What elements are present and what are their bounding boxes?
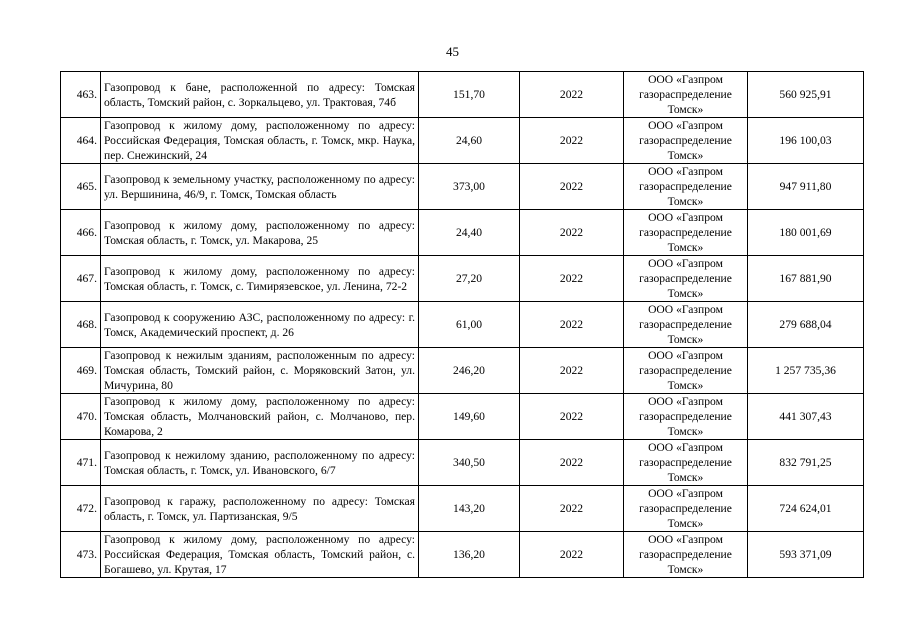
commission-year: 2022 <box>520 532 624 578</box>
object-name: Газопровод к нежилому зданию, расположенному по адресу: Томская область, г. Томск, ул. Ивановского, 6/7 <box>101 440 419 486</box>
table-row <box>61 210 864 256</box>
owner-organization: ООО «Газпром газораспределение Томск» <box>624 256 748 302</box>
registry-table <box>60 71 864 578</box>
object-cost: 724 624,01 <box>748 486 864 532</box>
object-name: Газопровод к жилому дому, расположенному по адресу: Томская область, г. Томск, с. Тимирязевское, ул. Ленина, 72-2 <box>101 256 419 302</box>
table-row <box>61 72 864 118</box>
row-number: 464. <box>61 118 101 164</box>
object-name: Газопровод к жилому дому, расположенному по адресу: Томская область, г. Томск, ул. Макарова, 25 <box>101 210 419 256</box>
commission-year: 2022 <box>520 486 624 532</box>
object-name: Газопровод к сооружению АЗС, расположенному по адресу: г. Томск, Академический проспект, д. 26 <box>101 302 419 348</box>
object-name: Газопровод к бане, расположенной по адресу: Томская область, Томский район, с. Зоркальцево, ул. Трактовая, 74б <box>101 72 419 118</box>
pipeline-length: 143,20 <box>419 486 520 532</box>
object-cost: 832 791,25 <box>748 440 864 486</box>
object-name: Газопровод к нежилым зданиям, расположенным по адресу: Томская область, Томский район, с. Моряковский Затон, ул. Мичурина, 80 <box>101 348 419 394</box>
row-number: 469. <box>61 348 101 394</box>
row-number: 463. <box>61 72 101 118</box>
row-number: 465. <box>61 164 101 210</box>
object-cost: 947 911,80 <box>748 164 864 210</box>
table-row <box>61 394 864 440</box>
page-number: 45 <box>446 44 459 59</box>
table-row <box>61 256 864 302</box>
pipeline-length: 246,20 <box>419 348 520 394</box>
table-row <box>61 164 864 210</box>
commission-year: 2022 <box>520 210 624 256</box>
owner-organization: ООО «Газпром газораспределение Томск» <box>624 164 748 210</box>
table-body <box>61 72 864 578</box>
commission-year: 2022 <box>520 440 624 486</box>
owner-organization: ООО «Газпром газораспределение Томск» <box>624 394 748 440</box>
table-row <box>61 532 864 578</box>
object-name: Газопровод к жилому дому, расположенному по адресу: Томская область, Молчановский район, с. Молчаново, пер. Комарова, 2 <box>101 394 419 440</box>
table-row <box>61 302 864 348</box>
pipeline-length: 24,60 <box>419 118 520 164</box>
owner-organization: ООО «Газпром газораспределение Томск» <box>624 440 748 486</box>
pipeline-length: 151,70 <box>419 72 520 118</box>
row-number: 467. <box>61 256 101 302</box>
object-cost: 560 925,91 <box>748 72 864 118</box>
row-number: 466. <box>61 210 101 256</box>
owner-organization: ООО «Газпром газораспределение Томск» <box>624 302 748 348</box>
pipeline-length: 24,40 <box>419 210 520 256</box>
commission-year: 2022 <box>520 302 624 348</box>
owner-organization: ООО «Газпром газораспределение Томск» <box>624 72 748 118</box>
object-cost: 1 257 735,36 <box>748 348 864 394</box>
commission-year: 2022 <box>520 348 624 394</box>
object-cost: 167 881,90 <box>748 256 864 302</box>
object-name: Газопровод к жилому дому, расположенному по адресу: Российская Федерация, Томская область, Томский район, с. Богашево, ул. Крутая, 17 <box>101 532 419 578</box>
object-cost: 441 307,43 <box>748 394 864 440</box>
commission-year: 2022 <box>520 72 624 118</box>
row-number: 470. <box>61 394 101 440</box>
object-cost: 279 688,04 <box>748 302 864 348</box>
object-cost: 196 100,03 <box>748 118 864 164</box>
row-number: 473. <box>61 532 101 578</box>
pipeline-length: 61,00 <box>419 302 520 348</box>
commission-year: 2022 <box>520 256 624 302</box>
commission-year: 2022 <box>520 164 624 210</box>
pipeline-length: 136,20 <box>419 532 520 578</box>
row-number: 472. <box>61 486 101 532</box>
object-name: Газопровод к жилому дому, расположенному по адресу: Российская Федерация, Томская область, г. Томск, мкр. Наука, пер. Снежинский, 24 <box>101 118 419 164</box>
table-row <box>61 118 864 164</box>
object-cost: 593 371,09 <box>748 532 864 578</box>
object-name: Газопровод к земельному участку, расположенному по адресу: ул. Вершинина, 46/9, г. Томск, Томская область <box>101 164 419 210</box>
owner-organization: ООО «Газпром газораспределение Томск» <box>624 486 748 532</box>
table-row <box>61 348 864 394</box>
object-cost: 180 001,69 <box>748 210 864 256</box>
commission-year: 2022 <box>520 118 624 164</box>
object-name: Газопровод к гаражу, расположенному по адресу: Томская область, г. Томск, ул. Партизанская, 9/5 <box>101 486 419 532</box>
owner-organization: ООО «Газпром газораспределение Томск» <box>624 348 748 394</box>
commission-year: 2022 <box>520 394 624 440</box>
pipeline-length: 149,60 <box>419 394 520 440</box>
pipeline-length: 373,00 <box>419 164 520 210</box>
pipeline-length: 340,50 <box>419 440 520 486</box>
owner-organization: ООО «Газпром газораспределение Томск» <box>624 118 748 164</box>
pipeline-length: 27,20 <box>419 256 520 302</box>
row-number: 468. <box>61 302 101 348</box>
row-number: 471. <box>61 440 101 486</box>
owner-organization: ООО «Газпром газораспределение Томск» <box>624 210 748 256</box>
owner-organization: ООО «Газпром газораспределение Томск» <box>624 532 748 578</box>
table-row <box>61 486 864 532</box>
table-row <box>61 440 864 486</box>
